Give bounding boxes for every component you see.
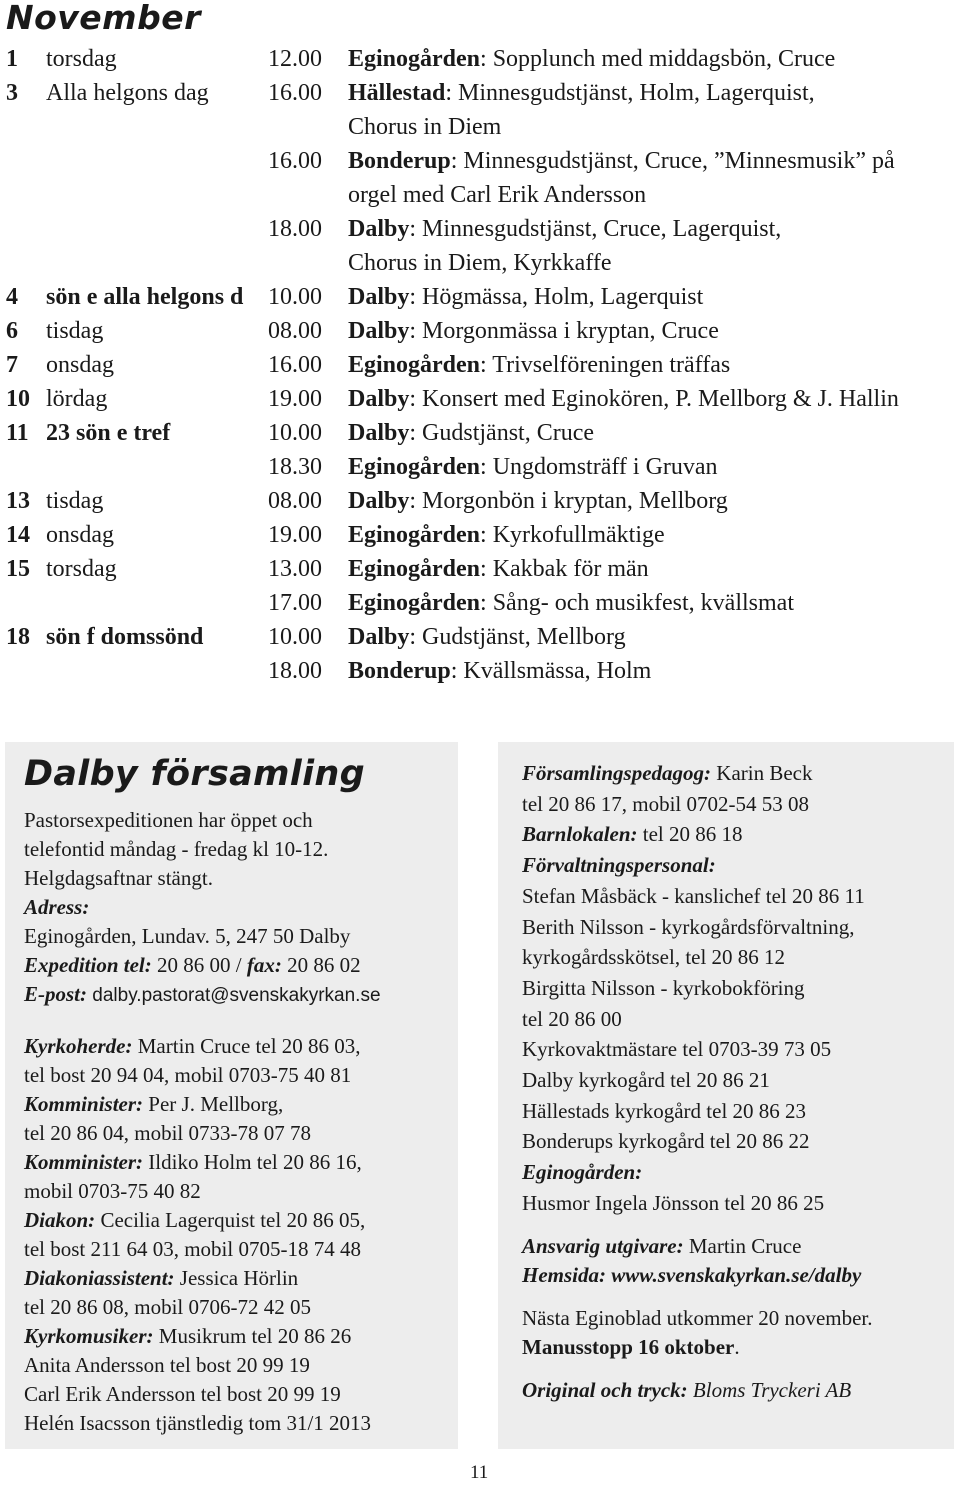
event-description	[348, 654, 651, 688]
event-description	[348, 212, 781, 246]
address-label: Adress:	[24, 895, 90, 919]
day-name: Alla helgons dag	[46, 80, 209, 106]
staff-role-label: Förvaltningspersonal:	[522, 853, 716, 878]
expedition-phone: 20 86 00 /	[151, 953, 247, 977]
day-name: torsdag	[46, 46, 117, 72]
event-description	[348, 178, 646, 212]
event-time: 18.00	[268, 658, 322, 684]
publisher-label: Ansvarig utgivare:	[522, 1234, 684, 1258]
event-place: Dalby	[348, 318, 410, 344]
page-number: 11	[470, 1462, 489, 1483]
event-place: Dalby	[348, 216, 410, 242]
calendar-row	[6, 76, 956, 110]
event-text: : Ungdomsträff i Gruvan	[480, 454, 718, 480]
day-name: lördag	[46, 386, 108, 412]
staff-detail: tel bost 211 64 03, mobil 0705-18 74 48	[24, 1237, 361, 1261]
staff-role-label: Diakoniassistent:	[24, 1266, 175, 1290]
event-time: 18.30	[268, 454, 322, 480]
staff-role-label: Diakon:	[24, 1208, 96, 1232]
event-description	[348, 620, 626, 654]
staff-detail: Hällestads kyrkogård tel 20 86 23	[522, 1098, 807, 1123]
event-text: : Minnesgudstjänst, Cruce, ”Minnesmusik” på	[450, 148, 895, 174]
month-title: November	[6, 0, 201, 37]
office-hours-line: Helgdagsaftnar stängt.	[24, 866, 213, 890]
event-description	[348, 552, 649, 586]
expedition-line	[24, 951, 452, 980]
event-text: : Trivselföreningen träffas	[480, 352, 731, 378]
staff-role-label: Kyrkoherde:	[24, 1034, 133, 1058]
staff-role-label: Komminister:	[24, 1150, 144, 1174]
event-text: : Sopplunch med middagsbön, Cruce	[480, 46, 836, 72]
staff-line	[24, 1206, 452, 1235]
calendar-row	[6, 416, 956, 450]
event-text: : Kyrkofullmäktige	[480, 522, 665, 548]
printer-line	[522, 1376, 948, 1405]
calendar-row	[6, 246, 956, 280]
staff-list	[24, 1032, 452, 1438]
staff-detail: Birgitta Nilsson - kyrkobokföring	[522, 975, 805, 1000]
event-description	[348, 586, 794, 620]
calendar-row	[6, 212, 956, 246]
event-description	[348, 314, 719, 348]
event-time: 08.00	[268, 318, 322, 344]
event-place: Dalby	[348, 284, 410, 310]
calendar-row	[6, 654, 956, 688]
calendar-row	[6, 552, 956, 586]
calendar-row	[6, 450, 956, 484]
event-text: : Sång- och musikfest, kvällsmat	[480, 590, 794, 616]
staff-detail: tel 20 86 08, mobil 0706-72 42 05	[24, 1295, 311, 1319]
event-time: 10.00	[268, 624, 322, 650]
date-number: 11	[6, 420, 29, 446]
contact-box-parish	[5, 742, 458, 1449]
event-text: : Gudstjänst, Mellborg	[409, 624, 626, 650]
calendar-row	[6, 620, 956, 654]
staff-detail: Jessica Hörlin	[174, 1266, 299, 1290]
office-hours-line: Pastorsexpeditionen har öppet och	[24, 808, 313, 832]
fax-number: 20 86 02	[281, 953, 361, 977]
day-name: onsdag	[46, 522, 114, 548]
calendar-list	[6, 42, 956, 688]
event-text: orgel med Carl Erik Andersson	[348, 182, 647, 208]
staff-role-label: Eginogården:	[522, 1160, 643, 1185]
staff-detail: Husmor Ingela Jönsson tel 20 86 25	[522, 1190, 825, 1215]
event-text: Chorus in Diem, Kyrkkaffe	[348, 250, 612, 276]
event-text: : Morgonbön i kryptan, Mellborg	[409, 488, 728, 514]
event-time: 16.00	[268, 352, 322, 378]
staff-contacts	[522, 758, 948, 1219]
event-description	[348, 110, 501, 144]
event-description	[348, 246, 612, 280]
office-hours-line: telefontid måndag - fredag kl 10-12.	[24, 837, 329, 861]
staff-line	[24, 1148, 452, 1177]
event-place: Eginogården	[348, 590, 481, 616]
event-place: Eginogården	[348, 556, 481, 582]
expedition-label: Expedition tel:	[24, 953, 152, 977]
staff-detail: tel bost 20 94 04, mobil 0703-75 40 81	[24, 1063, 352, 1087]
deadline-text: Manusstopp 16 oktober	[522, 1335, 735, 1359]
event-time: 12.00	[268, 46, 322, 72]
event-time: 13.00	[268, 556, 322, 582]
event-text: : Minnesgudstjänst, Holm, Lagerquist,	[445, 80, 815, 106]
printer-name: Bloms Tryckeri AB	[687, 1378, 852, 1402]
event-text: : Gudstjänst, Cruce	[409, 420, 594, 446]
event-time: 18.00	[268, 216, 322, 242]
staff-role-label: Barnlokalen:	[522, 822, 638, 847]
staff-detail: Karin Beck	[711, 761, 813, 785]
fax-label: fax:	[246, 953, 282, 977]
date-number: 10	[6, 386, 30, 412]
staff-role-label: Komminister:	[24, 1092, 144, 1116]
event-place: Hällestad	[348, 80, 446, 106]
staff-role-label: Församlingspedagog:	[522, 761, 712, 785]
date-number: 1	[6, 46, 18, 72]
staff-line	[522, 758, 948, 789]
calendar-row	[6, 280, 956, 314]
publisher-line	[522, 1232, 948, 1261]
staff-detail: Carl Erik Andersson tel bost 20 99 19	[24, 1382, 341, 1406]
calendar-row	[6, 518, 956, 552]
staff-line	[522, 819, 948, 850]
event-text: : Minnesgudstjänst, Cruce, Lagerquist,	[409, 216, 782, 242]
staff-detail: Stefan Måsbäck - kanslichef tel 20 86 11	[522, 883, 865, 908]
address-value: Eginogården, Lundav. 5, 247 50 Dalby	[24, 924, 351, 948]
calendar-row	[6, 348, 956, 382]
event-time: 16.00	[268, 80, 322, 106]
event-description	[348, 382, 899, 416]
date-number: 18	[6, 624, 30, 650]
event-text: : Konsert med Eginokören, P. Mellborg & J. Hallin	[409, 386, 899, 412]
day-name: tisdag	[46, 488, 104, 514]
calendar-row	[6, 382, 956, 416]
event-place: Dalby	[348, 420, 410, 446]
staff-line	[24, 1032, 452, 1061]
event-place: Eginogården	[348, 46, 481, 72]
event-place: Dalby	[348, 488, 410, 514]
date-number: 3	[6, 80, 18, 106]
staff-detail: Ildiko Holm tel 20 86 16,	[143, 1150, 362, 1174]
day-name: torsdag	[46, 556, 117, 582]
printer-info	[522, 1376, 948, 1405]
parish-title: Dalby församling	[24, 754, 365, 794]
event-text: : Kvällsmässa, Holm	[450, 658, 652, 684]
staff-detail: Anita Andersson tel bost 20 99 19	[24, 1353, 310, 1377]
next-issue-text: Nästa Eginoblad utkommer 20 november.	[522, 1306, 873, 1330]
publisher-info	[522, 1232, 948, 1290]
staff-detail: Musikrum tel 20 86 26	[153, 1324, 352, 1348]
staff-detail: tel 20 86 00	[522, 1006, 622, 1031]
event-description	[348, 42, 835, 76]
staff-line	[24, 1264, 452, 1293]
staff-line	[24, 1090, 452, 1119]
staff-detail: tel 20 86 18	[637, 822, 743, 847]
event-place: Dalby	[348, 624, 410, 650]
date-number: 4	[6, 284, 18, 310]
staff-detail: Kyrkovaktmästare tel 0703-39 73 05	[522, 1037, 832, 1062]
email-label: E-post:	[24, 982, 87, 1006]
event-text: : Kakbak för män	[480, 556, 649, 582]
day-name: 23 sön e tref	[46, 420, 171, 446]
staff-detail: tel 20 86 17, mobil 0702-54 53 08	[522, 791, 809, 816]
website-link[interactable]: Hemsida: www.svenskakyrkan.se/dalby	[522, 1263, 862, 1287]
event-description	[348, 280, 703, 314]
publisher-name: Martin Cruce	[683, 1234, 802, 1258]
calendar-row	[6, 178, 956, 212]
calendar-row	[6, 484, 956, 518]
printer-label: Original och tryck:	[522, 1378, 688, 1402]
event-description	[348, 450, 718, 484]
date-number: 6	[6, 318, 18, 344]
event-place: Bonderup	[348, 658, 451, 684]
event-description	[348, 348, 730, 382]
date-number: 14	[6, 522, 30, 548]
day-name: sön f domssönd	[46, 624, 204, 650]
calendar-row	[6, 314, 956, 348]
date-number: 13	[6, 488, 30, 514]
event-time: 19.00	[268, 522, 322, 548]
event-time: 16.00	[268, 148, 322, 174]
event-description	[348, 484, 728, 518]
email-address[interactable]: dalby.pastorat@svenskakyrkan.se	[87, 985, 381, 1006]
contact-box-staff	[498, 742, 954, 1449]
event-description	[348, 518, 665, 552]
staff-detail: tel 20 86 04, mobil 0733-78 07 78	[24, 1121, 311, 1145]
date-number: 15	[6, 556, 30, 582]
staff-detail: Cecilia Lagerquist tel 20 86 05,	[95, 1208, 366, 1232]
day-name: tisdag	[46, 318, 104, 344]
event-time: 10.00	[268, 284, 322, 310]
deadline-line	[522, 1333, 948, 1362]
staff-line	[24, 1322, 452, 1351]
staff-detail: Berith Nilsson - kyrkogårdsförvaltning,	[522, 914, 855, 939]
staff-detail: kyrkogårdsskötsel, tel 20 86 12	[522, 945, 786, 970]
event-text: Chorus in Diem	[348, 114, 502, 140]
calendar-row	[6, 586, 956, 620]
event-place: Dalby	[348, 386, 410, 412]
staff-role-label: Kyrkomusiker:	[24, 1324, 154, 1348]
event-time: 10.00	[268, 420, 322, 446]
event-place: Eginogården	[348, 522, 481, 548]
staff-detail: Dalby kyrkogård tel 20 86 21	[522, 1068, 770, 1093]
parish-info	[24, 806, 452, 1010]
event-place: Eginogården	[348, 352, 481, 378]
event-text: : Högmässa, Holm, Lagerquist	[409, 284, 704, 310]
staff-detail: Martin Cruce tel 20 86 03,	[132, 1034, 361, 1058]
event-description	[348, 144, 895, 178]
event-description	[348, 416, 594, 450]
staff-detail: mobil 0703-75 40 82	[24, 1179, 201, 1203]
event-place: Bonderup	[348, 148, 451, 174]
staff-detail: Bonderups kyrkogård tel 20 86 22	[522, 1129, 810, 1154]
date-number: 7	[6, 352, 18, 378]
staff-detail: Per J. Mellborg,	[143, 1092, 284, 1116]
staff-detail: Helén Isacsson tjänstledig tom 31/1 2013	[24, 1411, 372, 1435]
event-time: 19.00	[268, 386, 322, 412]
day-name: onsdag	[46, 352, 114, 378]
event-time: 17.00	[268, 590, 322, 616]
event-place: Eginogården	[348, 454, 481, 480]
email-line	[24, 980, 452, 1010]
calendar-row	[6, 110, 956, 144]
deadline-period: .	[734, 1335, 740, 1359]
event-time: 08.00	[268, 488, 322, 514]
next-issue-info	[522, 1304, 948, 1362]
event-description	[348, 76, 815, 110]
calendar-row	[6, 42, 956, 76]
event-text: : Morgonmässa i kryptan, Cruce	[409, 318, 719, 344]
day-name: sön e alla helgons d	[46, 284, 244, 310]
calendar-row	[6, 144, 956, 178]
